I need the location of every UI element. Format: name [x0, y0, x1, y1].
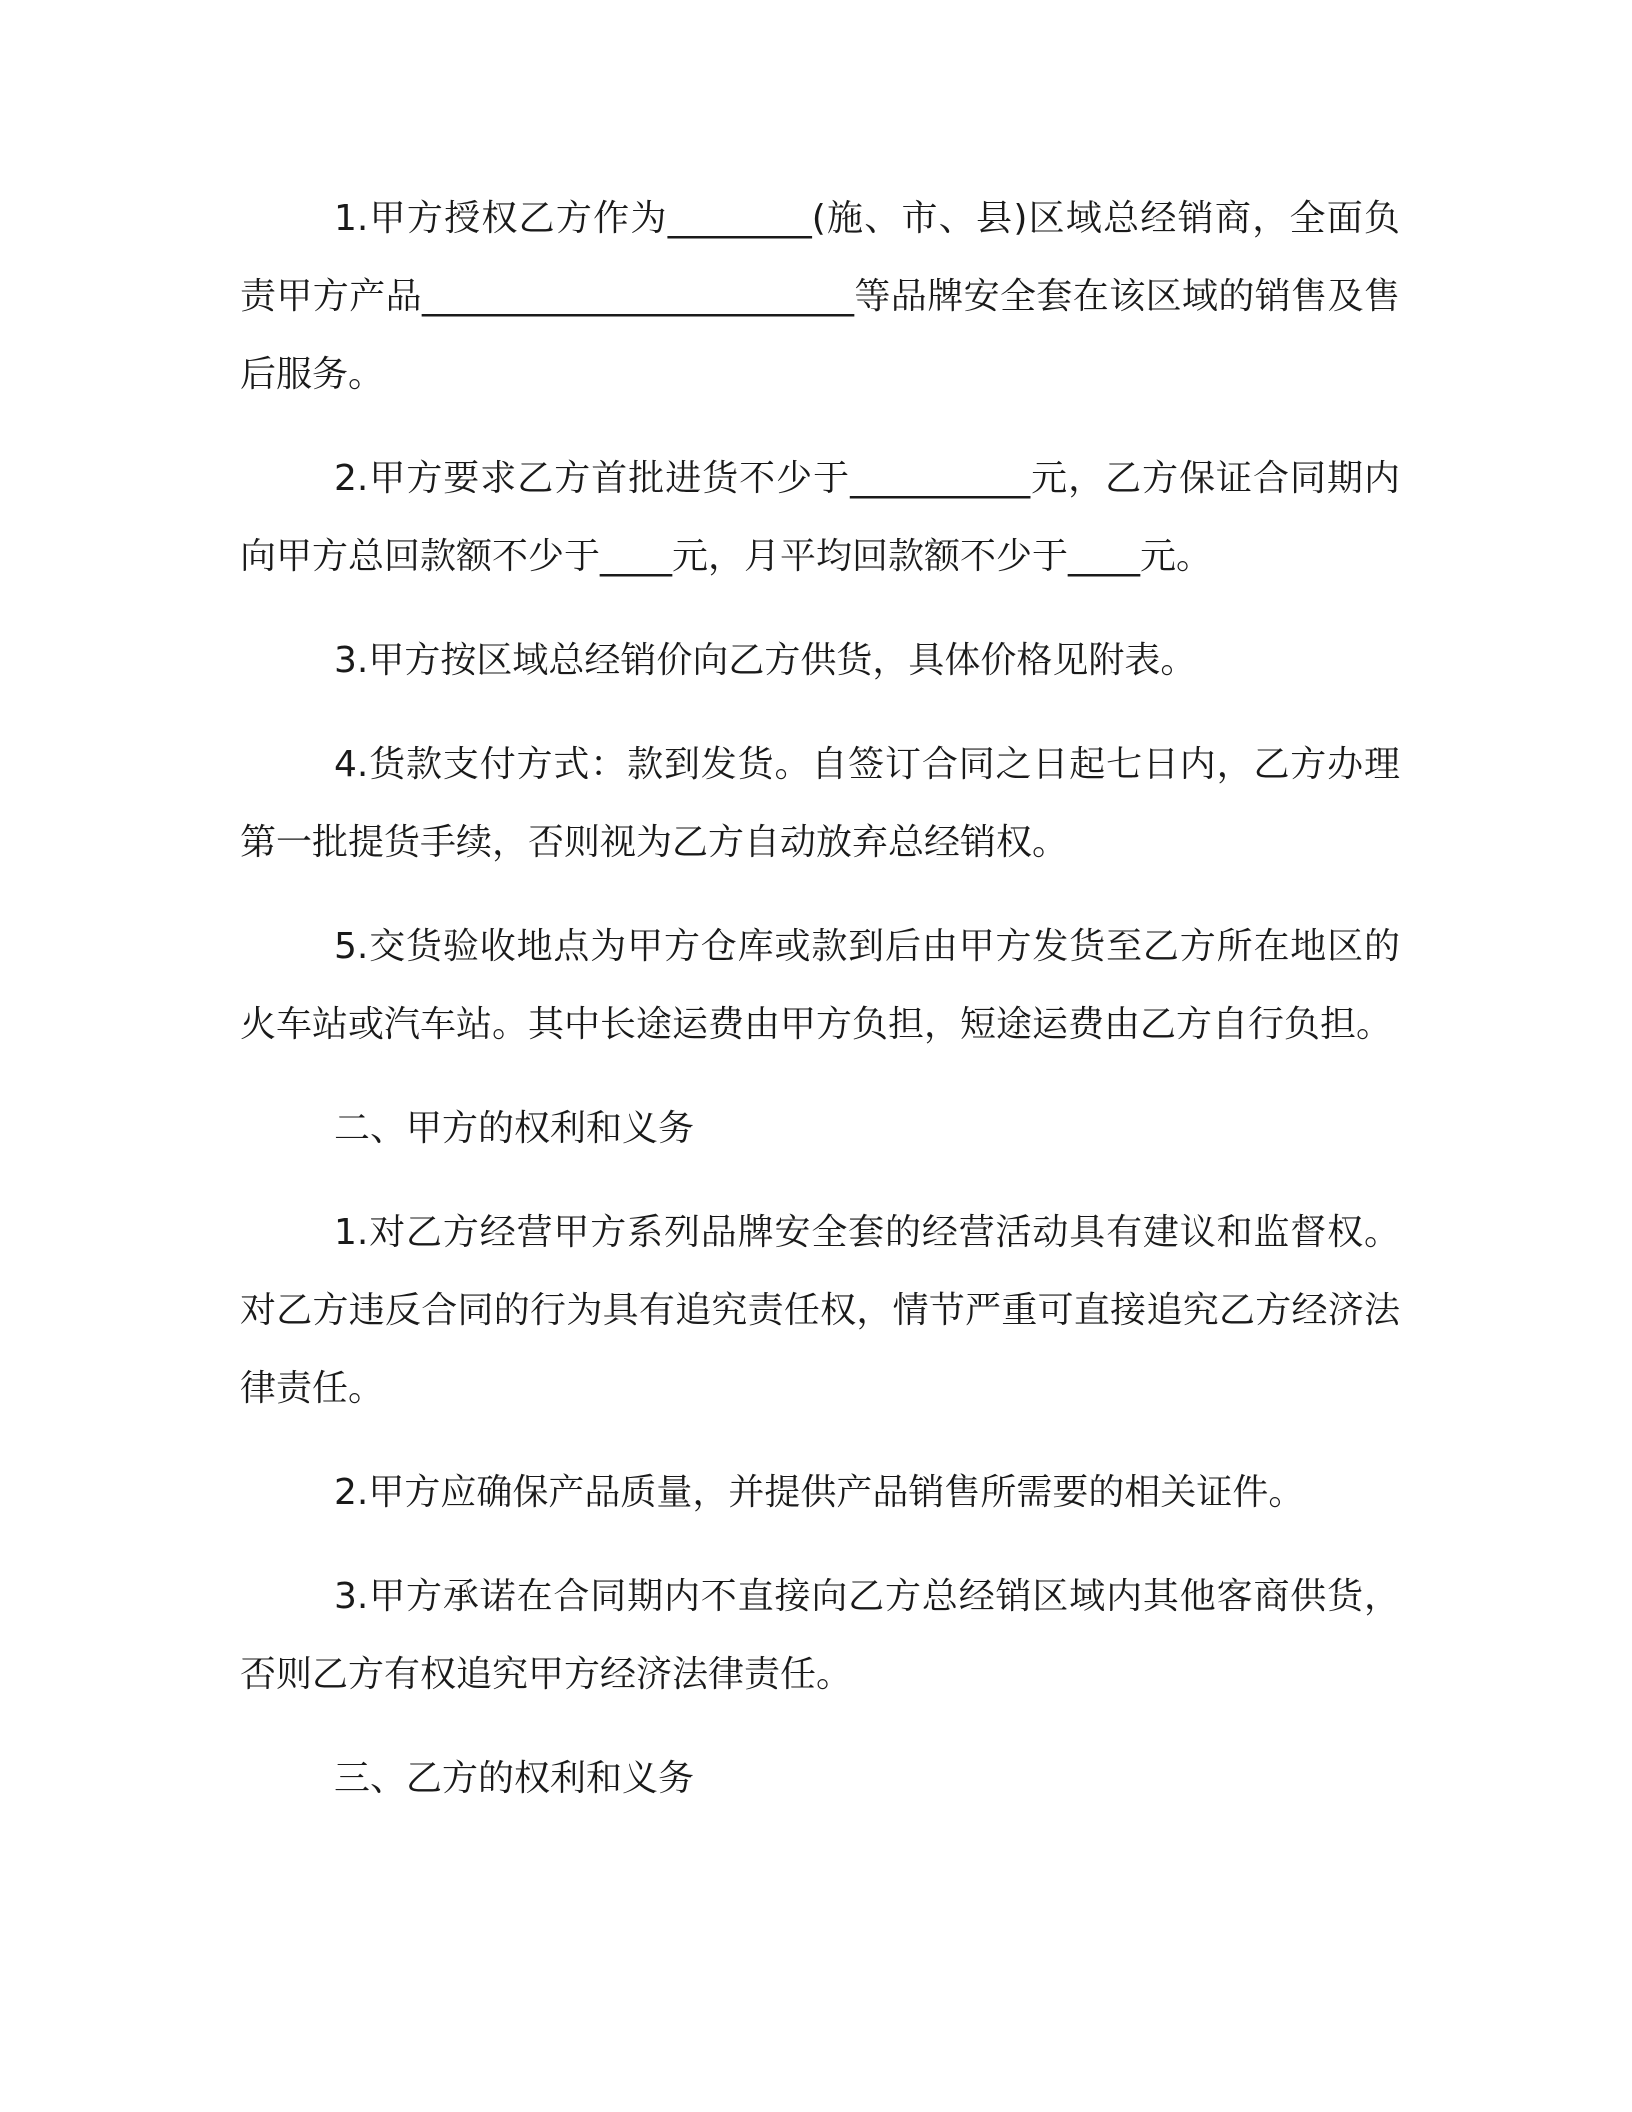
- clause-1-3: 3.甲方按区域总经销价向乙方供货，具体价格见附表。: [334, 640, 1197, 681]
- clause-1-5: 5.交货验收地点为甲方仓库或款到后由甲方发货至乙方所在地区的火车站或汽车站。其中长途运费由甲方负担，短途运费由乙方自行负担。: [240, 926, 1400, 1045]
- section-2-heading: 二、甲方的权利和义务: [334, 1108, 695, 1149]
- clause-2-1: 1.对乙方经营甲方系列品牌安全套的经营活动具有建议和监督权。对乙方违反合同的行为具有追究责任权，情节严重可直接追究乙方经济法律责任。: [240, 1212, 1400, 1409]
- clause-1-4: 4.货款支付方式：款到发货。自签订合同之日起七日内，乙方办理第一批提货手续，否则视为乙方自动放弃总经销权。: [240, 744, 1400, 863]
- clause-2-2: 2.甲方应确保产品质量，并提供产品销售所需要的相关证件。: [334, 1472, 1305, 1513]
- clause-1-2: 2.甲方要求乙方首批进货不少于__________元，乙方保证合同期内向甲方总回款额不少于____元，月平均回款额不少于____元。: [240, 458, 1400, 577]
- clause-2-3: 3.甲方承诺在合同期内不直接向乙方总经销区域内其他客商供货，否则乙方有权追究甲方经济法律责任。: [240, 1576, 1400, 1695]
- document-body: [240, 180, 1400, 1844]
- clause-1-1: 1.甲方授权乙方作为________(施、市、县)区域总经销商，全面负责甲方产品________________________等品牌安全套在该区域的销售及售后服务。: [240, 198, 1400, 395]
- section-3-heading: 三、乙方的权利和义务: [334, 1758, 695, 1799]
